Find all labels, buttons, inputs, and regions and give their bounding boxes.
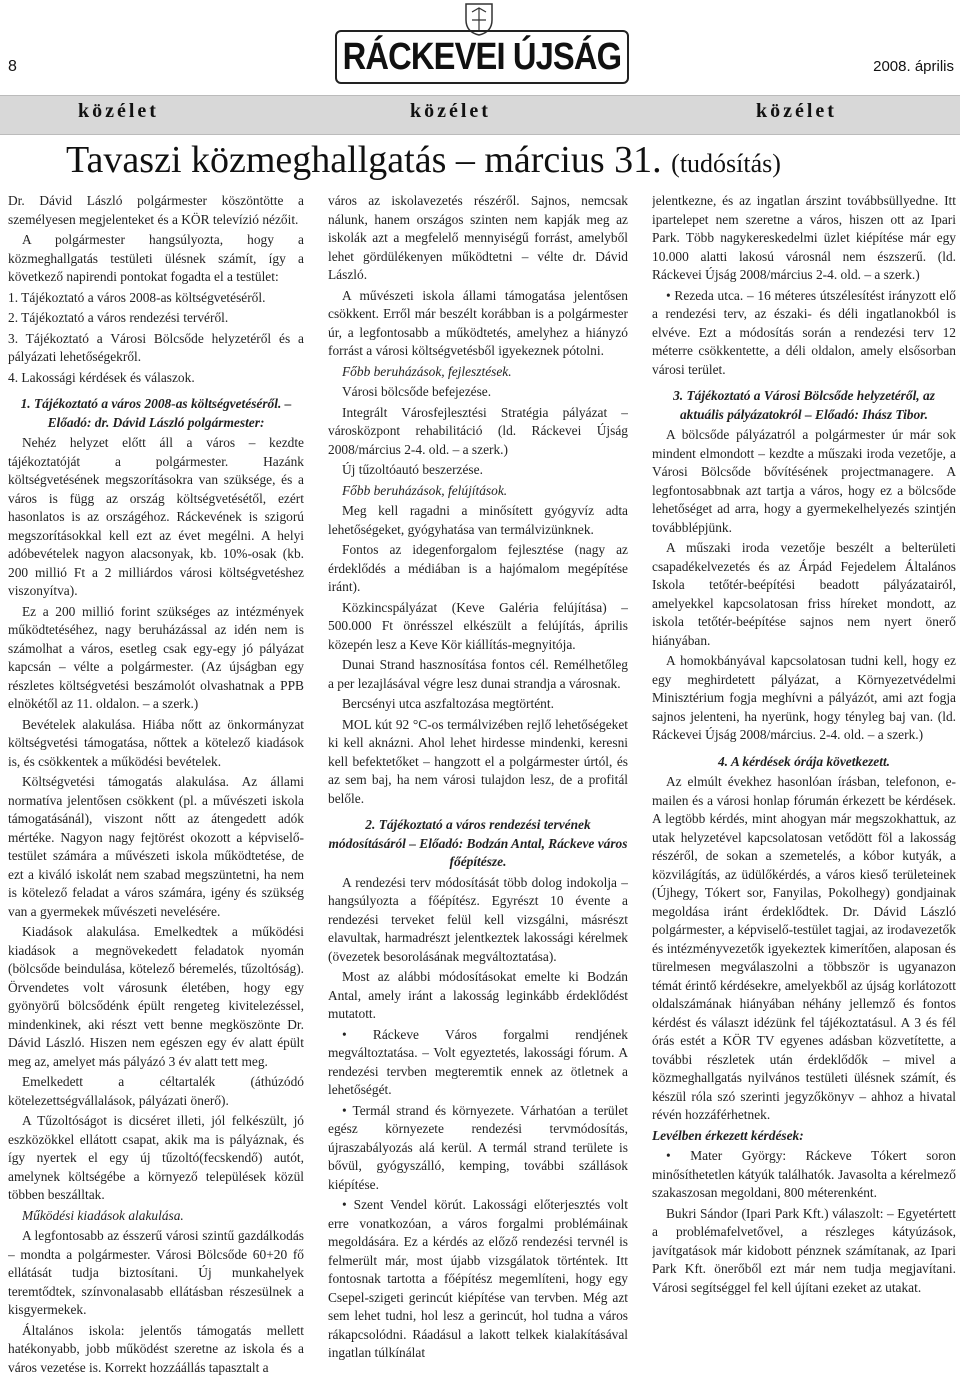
- masthead: [335, 30, 629, 84]
- paragraph: Dunai Strand hasznosítása fontos cél. Remélhetőleg a per lezajlásával végre lesz dunai strandja a városnak.: [328, 657, 628, 691]
- paragraph: Bevételek alakulása. Hiába nőtt az önkormányzat költségvetési támogatása, nőttek a kötelező kiadások is, és csökkentek a működési bevételek.: [8, 716, 304, 769]
- subheading: Főbb beruházások, felújítások.: [342, 482, 508, 498]
- page-number: 8: [8, 58, 17, 75]
- paragraph: Fontos az idegenforgalom fejlesztése (nagy az érdeklődés a médiában is a hajómalom megépítése iránt).: [328, 542, 628, 594]
- paragraph: Bercsényi utca aszfaltozása megtörtént.: [342, 696, 554, 711]
- paragraph: • Mater György: Ráckeve Tókert soron minősíthetetlen kátyúk találhatók. Javasolta a kérelmező szakaszosan megoldani, 800 méterenként.: [652, 1148, 956, 1200]
- section-band: [0, 95, 960, 135]
- paragraph: Ez a 200 millió forint szükséges az intézmények működtetéséhez, nagy beruházással az idén nem is számolhat a város, esetleg csak egy-egy jó pályázat kapcsán – vélte a polgármester. (Az újságban egy részletes költségvetési beszámolót olvashatnak a PPB elnökétől az 11. oldalon. – a szerk.): [8, 603, 304, 711]
- paragraph: Meg kell ragadni a minősített gyógyvíz adta lehetőségeket, gyógyhatása van termálvizünknek.: [328, 503, 628, 537]
- section-heading: 1. Tájékoztató a város 2008-as költségvetéséről. – Előadó: dr. Dávid László polgármester:: [20, 396, 292, 430]
- paragraph: Nehéz helyzet előtt áll a város – kezdte tájékoztatóját a polgármester. Hazánk költségvetésének megszorításokra van szüksége, és a város is függ az ország költségvetésétől, ezért hasonlatos is az országéhoz. Ráckevének is szigorú megszorításokkal kell ezt az évet megélni. A helyi adóbevételek nagyon alacsonyak, kb. 10%-osak (kb. 200 millió Ft a 2 milliárdos városi költségvetéshez viszonyítva).: [8, 435, 304, 598]
- article-column-1: [8, 192, 304, 1390]
- paragraph: A Tűzoltóságot is dicséret illeti, jól felkészült, jó eszközökkel ellátott csapat, akik ma is pályáznak, és így nyertek el egy új tűzoltó(fecskendő) autót, amelynek költségébe a környező települések közül többen beszálltak.: [8, 1113, 304, 1202]
- paragraph: MOL kút 92 °C-os termálvizében rejlő lehetőségeket ki kell aknázni. Ahol lehet hirdesse mindenki, keresni kell befektetőket – hangzott el a polgármester úrtól, és az sem baj, ha nem városi tulajdon lesz, de a profitál belőle.: [328, 716, 628, 806]
- subheading: Működési kiadások alakulása.: [22, 1207, 184, 1223]
- list-item: Integrált Városfejlesztési Stratégia pályázat – városközpont rehabilitáció (ld. Ráckevei Újság 2008/március 2-4. old. – a szerk.): [328, 404, 628, 457]
- paragraph: Kiadások alakulása. Emelkedtek a működési kiadások a megnövekedett feladatok nyomán (bölcsőde beindulása, kötelező béremelés, tűzoltóság). Örvendetes volt városunk életében, hogy egy gyönyörű bölcsődénk épült rengeteg kivitelezéssel, mindenkinek, aki részt vett benne megköszönte Dr. Dávid László. Hiszen nem egészen egy év alatt épült meg az, amelyet más pályázó 3 év alatt tett meg.: [8, 924, 304, 1069]
- paragraph: A művészeti iskola állami támogatása jelentősen csökkent. Erről már beszélt korábban is a polgármester úr, a legfontosabb a működtetés, amelyhez a hiányzó forrást a városi költségvetésből igyekeznek pótolni.: [328, 287, 628, 358]
- paragraph: • Ráckeve Város forgalmi rendjének megváltoztatása. – Volt egyeztetés, lakossági fórum. A rendezési tervben megteremtik ennek az ötletnek a lehetőségét.: [328, 1026, 628, 1097]
- page-header: [0, 0, 960, 140]
- article-column-2: [328, 192, 628, 1390]
- paragraph: Most az alábbi módosításokat emelte ki Bodzán Antal, amely iránt a lakosság leginkább érdeklődést mutatott.: [328, 969, 628, 1021]
- paragraph: A rendezési terv módosítását több dolog indokolja – hangsúlyozta a főépítész. Egyrészt 10 évente a rendezési terveket felül kell vizsgálni, másrészt elavultak, harmadrészt jelentkeztek lakossági kérelmek (övezetek besorolásának megváltoztatása).: [328, 874, 628, 964]
- article-column-3: [652, 192, 956, 1390]
- masthead-title: RÁCKEVEI ÚJSÁG: [342, 35, 622, 78]
- paragraph: A polgármester hangsúlyozta, hogy a közmeghallgatás testületi ülésnek számít, így a következő napirendi pontokat fogadta el a testület:: [8, 232, 304, 284]
- section-label-center: közélet: [410, 100, 491, 122]
- section-heading: 2. Tájékoztató a város rendezési tervének módosításáról – Előadó: Bodzán Antal, Ráckeve város főépítésze.: [328, 817, 628, 869]
- paragraph: • Termál strand és környezete. Várhatóan a terület egész környezete rendezési tervmódosítás, újraszabályozás alá kerül. A termál strand területe is bővül, gyógyszálló, kemping, további szállások kiépítése.: [328, 1102, 628, 1192]
- paragraph: A bölcsőde pályázatról a polgármester úr már sok mindent elmondott – kezdte a műszaki iroda vezetője, a Városi Bölcsőde bővítésének projectmanagere. A legfontosabbnak azt tartja a város, hogy ez a bölcsőde lehetőséget ad arra, hogy a gyermekelhelyezés szintjén továbblépjünk.: [652, 427, 956, 535]
- article-title-note: (tudósítás): [671, 149, 781, 178]
- paragraph: Általános iskola: jelentős támogatás mellett hatékonyabb, jobb működést szeretne az iskola és a város vezetése is. Korrekt hozzáállás tapasztalt a: [8, 1322, 304, 1375]
- list-item: Új tűzoltóautó beszerzése.: [342, 462, 483, 477]
- agenda-item: 2. Tájékoztató a város rendezési tervéről.: [8, 310, 229, 325]
- paragraph: Bukri Sándor (Ipari Park Kft.) válaszolt: – Egyetértett a problémafelvetővel, a részleges kátyúzások, javítgatások már kidobott pénznek számítanak, az Ipari Park Kft. önerőből ezt már nem tudja megjavítani. Városi segítséggel fel kell újítani ezeket az utakat.: [652, 1205, 956, 1295]
- paragraph: • Rezeda utca. – 16 méteres útszélesítést irányzott elő a rendezési terv, az északi- és déli ingatlanokból is elvéve. Ezt a módosítás során a rendezési terv 12 méterre csökkentette, a déli oldalon, amely elsősorban városi terület.: [652, 287, 956, 377]
- paragraph: A homokbányával kapcsolatosan tudni kell, hogy ez egy meghirdetett pályázat, a Környezetvédelmi Minisztérium fogja meghívni a pályázót, ami azt fogja sajnos jelenteni, ha nyerünk, hogy tényleg baj van. (ld. Ráckevei Újság 2008/március. 2-4. old. – a szerk.): [652, 653, 956, 742]
- agenda-item: 3. Tájékoztató a Városi Bölcsőde helyzetéről és a pályázati lehetőségekről.: [8, 330, 304, 364]
- section-label-right: közélet: [756, 100, 837, 122]
- paragraph: jelentkezne, és az ingatlan árszint továbbsüllyedne. Itt ipartelepet nem szeretne a város, hiszen ott az Ipari Park. Több nagykereskedelmi üzlet kiépítése már egy 10.000 alatti lakosú városnál nem észszerű. (ld. Ráckevei Újság 2008/március 2-4. old. – a szerk.): [652, 193, 956, 282]
- section-heading: 3. Tájékoztató a Városi Bölcsőde helyzetéről, az aktuális pályázatokról – Előadó: Ihász Tibor.: [673, 388, 935, 422]
- issue-date: 2008. április: [873, 58, 954, 75]
- paragraph: Dr. Dávid László polgármester köszöntötte a személyesen megjelenteket és a KÖR televízió nézőit.: [8, 193, 304, 227]
- subheading: Főbb beruházások, fejlesztések.: [342, 363, 512, 379]
- paragraph: Az elmúlt évekhez hasonlóan írásban, telefonon, e-mailen és a városi honlap fórumán érkezett be kérdések. A legtöbb kérdés, mint ahogyan már megszokhattuk, az utak helyzetével kapcsolatosan vetődött föl a lakosság részéről, de sokan a szemetelés, a kóbor kutyák, a közvilágítás, az üdülőkérdés, a város kieső területeinek (Újhegy, Tókert sor, Fanyilas, Pokolhegy) gondjainak megoldása iránt érdeklődtek. Dr. Dávid László polgármester, a képviselő-testület tagjai, az irodavezetők és intézményvezetők igyekeztek kimerítően, alaposan és türelmesen megválaszolni a többször is ugyanazon témát érintő kérdésekre, amelyekből az újság korlátozott oldalszámának hiányában néhány jellemző és fontos kérdést és választ idézünk fel tájékoztatásul. A 3 és fél órás estét a KÖR TV egyenes adásban közvetítette, a további részletek után érdeklődők – mivel a közmeghallgatás nyilvános testületi ülésnek számít, és készül róla szó szerinti jegyzőkönyv – ahhoz a hivatal révén hozzáférhetnek.: [652, 774, 956, 1122]
- paragraph: Közkincspályázat (Keve Galéria felújítása) – 500.000 Ft önrésszel elkészült a felújítás, április közepén lesz a Keve Kör kiállítás-megnyitója.: [328, 599, 628, 652]
- section-label-left: közélet: [78, 100, 159, 122]
- agenda-item: 4. Lakossági kérdések és válaszok.: [8, 369, 195, 385]
- list-item: Városi bölcsőde befejezése.: [342, 384, 492, 399]
- agenda-item: 1. Tájékoztató a város 2008-as költségvetéséről.: [8, 289, 266, 305]
- paragraph: A legfontosabb az ésszerű városi szintű gazdálkodás – mondta a polgármester. Városi Bölcsőde 60+20 fő ellátását tudja biztosítani. Új munkahelyek teremtődtek, színvonalasabb ellátásban részesülnek a kisgyermekek.: [8, 1228, 304, 1317]
- section-heading: 4. A kérdések órája következett.: [717, 753, 891, 769]
- article-title-block: [66, 138, 781, 182]
- paragraph: • Szent Vendel körút. Lakossági előterjesztés volt erre vonatkozóan, a város forgalmi problémáinak megoldására. Ez a kérdés az előző rendezési tervnél is felmerült már, most újabb vizsgálatok történtek. Itt fontosnak tartotta a főépítész megemlíteni, hogy egy Csepel-szigeti gerincút kiépítése van tervben. Még azt sem lehet tudni, hol lesz a gerincút, hol tudna a város rákapcsolódni. Ráadásul a lakott telkek kialakításával ingatlan túlkínálat: [328, 1197, 628, 1360]
- paragraph: város az iskolavezetés részéről. Sajnos, nemcsak nálunk, hanem országos szinten nem kapják meg az iskolák azt a megfelelő mennyiségű forrást, amelyből lehet gördülékenyen működtetni – vélte dr. Dávid László.: [328, 193, 628, 282]
- article-title: Tavaszi közmeghallgatás – március 31.: [66, 139, 662, 181]
- paragraph: Költségvetési támogatás alakulása. Az állami normatíva jelentősen csökkent (pl. a művészeti iskola támogatásánál), viszont nőtt az átengedett adók mértéke. Nagyon nagy fejtörést okozott a képviselő-testület számára a művészeti iskola működtetése, de ezt a kiváló iskolát nem szabad megszüntetni, ha nem is kötelező feladat a város számára, igény és szükség van a gyermekek művészeti nevelésére.: [8, 774, 304, 919]
- paragraph: A műszaki iroda vezetője beszélt a belterületi csapadékelvezetés és az Árpád Fejedelem Általános Iskola tetőtér-beépítési beadott pályázatairól, amelyekkel kapcsolatosan friss híreket mondott, az iskola tetőtér-beépítése sajnos nem nyert önerő hiányában.: [652, 540, 956, 648]
- subheading: Levélben érkezett kérdések:: [652, 1127, 804, 1143]
- paragraph: Emelkedett a céltartalék (áthúzódó kötelezettségvállalások, pályázati önerő).: [8, 1074, 304, 1108]
